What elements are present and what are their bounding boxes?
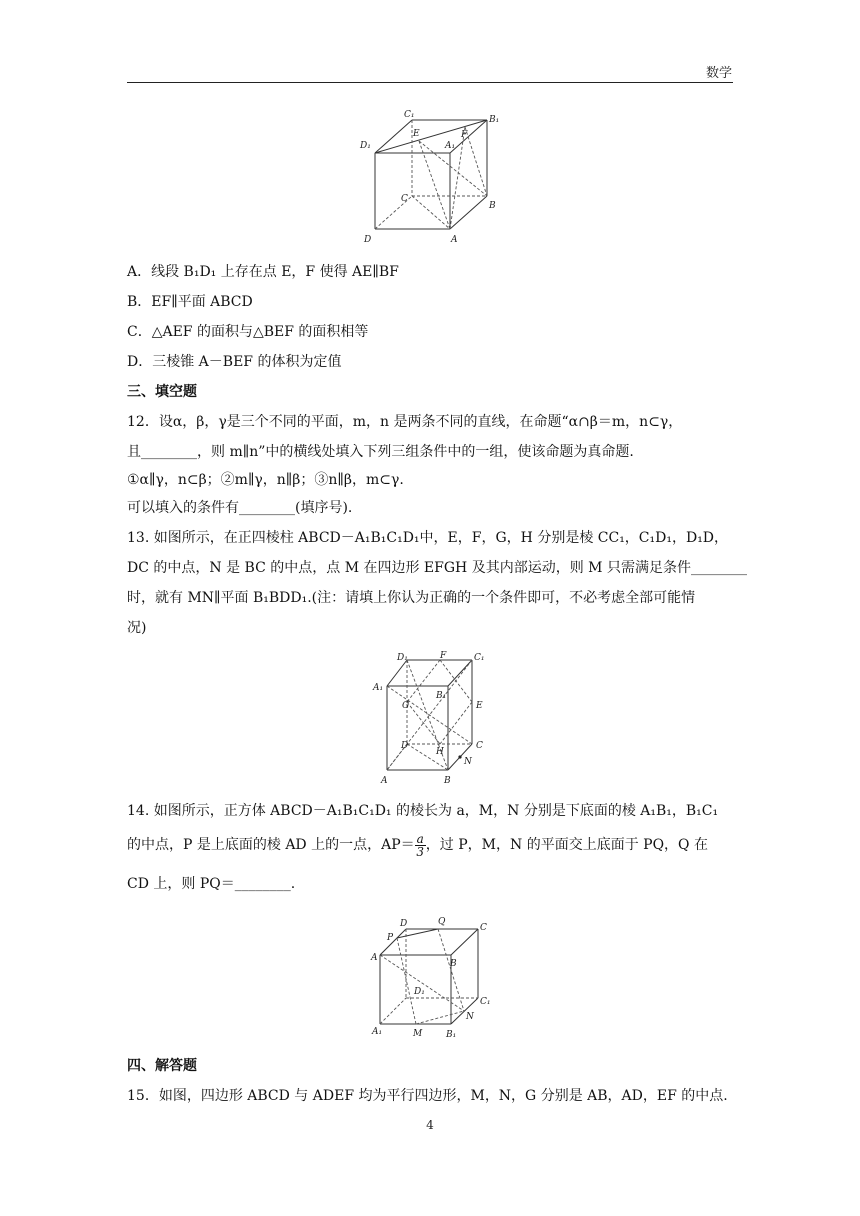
label-M: M [413, 1029, 423, 1039]
label-G: G [402, 701, 410, 711]
q11-option-b: B．EF∥平面 ABCD [127, 294, 253, 310]
label-B1: B₁ [436, 691, 447, 701]
label-A: A [381, 776, 388, 786]
label-H: H [436, 747, 444, 757]
label-C: C [476, 741, 483, 751]
label-D1: D₁ [397, 653, 408, 663]
label-D: D [364, 235, 372, 245]
label-A1: A₁ [372, 1027, 383, 1037]
label-A1: A₁ [373, 683, 384, 693]
label-P: P [387, 933, 394, 943]
label-E: E [413, 129, 420, 139]
q15-line-1: 15．如图，四边形 ABCD 与 ADEF 均为平行四边形，M，N，G 分别是 AB，AD，EF 的中点. [127, 1088, 728, 1104]
section-fill-in-title: 三、填空题 [127, 384, 197, 400]
label-E: E [476, 701, 483, 711]
label-D: D [401, 741, 409, 751]
fraction-a-over-3 [415, 833, 426, 858]
q11-option-d: D．三棱锥 A－BEF 的体积为定值 [127, 354, 342, 370]
label-B: B [444, 776, 451, 786]
q13-line-2: DC 的中点，N 是 BC 的中点，点 M 在四边形 EFGH 及其内部运动，则 M 只需满足条件________ [127, 560, 747, 576]
q12-line-4: 可以填入的条件有________(填序号). [127, 500, 353, 516]
q12-line-2: 且________，则 m∥n”中的横线处填入下列三组条件中的一组，使该命题为真命题. [127, 444, 634, 460]
label-N: N [466, 1012, 474, 1022]
label-C: C [401, 194, 408, 204]
label-B1: B₁ [446, 1030, 457, 1040]
header-rule [127, 82, 733, 83]
q14-line-3: CD 上，则 PQ＝________. [127, 876, 296, 892]
label-N: N [464, 757, 472, 767]
label-D: D [400, 919, 408, 929]
fraction-denominator: 3 [416, 844, 425, 859]
label-F: F [440, 651, 447, 661]
figure-prism [370, 648, 500, 786]
label-A: A [451, 235, 458, 245]
section-answer-title: 四、解答题 [127, 1058, 197, 1074]
q11-option-c: C．△AEF 的面积与△BEF 的面积相等 [127, 324, 369, 340]
q13-line-1: 13. 如图所示，在正四棱柱 ABCD－A₁B₁C₁D₁中，E，F，G，H 分别是棱 CC₁，C₁D₁，D₁D， [127, 530, 729, 546]
q13-line-3: 时，就有 MN∥平面 B₁BDD₁.(注：请填上你认为正确的一个条件即可，不必考虑全部可能情 [127, 590, 696, 606]
figure-cube-1 [355, 104, 505, 246]
label-A1: A₁ [445, 141, 456, 151]
label-D1: D₁ [360, 141, 371, 151]
label-Q: Q [438, 917, 446, 927]
subject-label: 数学 [705, 66, 732, 81]
label-C: C [480, 923, 487, 933]
q14-line-2 [127, 831, 708, 859]
q14-line-2-end: ，过 P，M，N 的平面交上底面于 PQ，Q 在 [425, 837, 708, 853]
q14-line-2-start: 的中点，P 是上底面的棱 AD 上的一点，AP＝ [127, 837, 415, 853]
label-B1: B₁ [489, 115, 500, 125]
label-A: A [371, 953, 378, 963]
figure-cube-2 [368, 912, 503, 1040]
label-F: F [461, 130, 468, 140]
fraction-numerator: a [416, 831, 424, 846]
q12-line-1: 12．设α，β，γ是三个不同的平面，m，n 是两条不同的直线，在命题“α∩β＝m，n⊂γ， [127, 414, 683, 430]
page-number: 4 [426, 1118, 434, 1132]
label-B: B [450, 959, 457, 969]
label-D1: D₁ [414, 987, 425, 997]
label-C1: C₁ [474, 653, 485, 663]
label-C1: C₁ [480, 997, 491, 1007]
q14-line-1: 14. 如图所示，正方体 ABCD－A₁B₁C₁D₁ 的棱长为 a，M，N 分别是下底面的棱 A₁B₁，B₁C₁ [127, 803, 719, 819]
label-B: B [489, 201, 496, 211]
label-C1: C₁ [404, 110, 415, 120]
q11-option-a: A．线段 B₁D₁ 上存在点 E，F 使得 AE∥BF [127, 264, 399, 280]
q12-line-3: ①α∥γ，n⊂β；②m∥γ，n∥β；③n∥β，m⊂γ. [127, 472, 404, 488]
q13-line-4: 况) [127, 620, 147, 636]
